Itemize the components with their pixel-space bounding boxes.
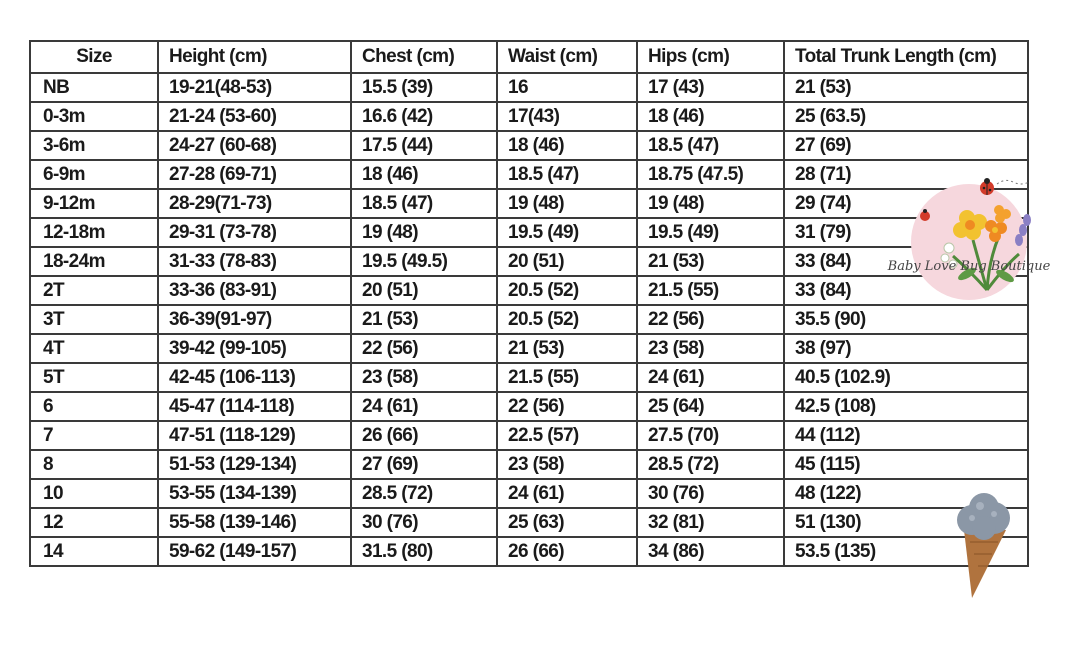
table-row <box>30 479 1028 508</box>
logo-text: Baby Love Bug Boutique <box>887 259 1051 274</box>
table-row <box>30 450 1028 479</box>
cell-waist: 22.5 (57) <box>497 421 637 450</box>
cell-chest: 31.5 (80) <box>351 537 497 566</box>
cell-waist: 20 (51) <box>497 247 637 276</box>
cell-trunk-length: 45 (115) <box>784 450 1028 479</box>
cell-hips: 19 (48) <box>637 189 784 218</box>
boutique-logo <box>887 170 1052 310</box>
cell-size: 14 <box>30 537 158 566</box>
cell-trunk-length: 25 (63.5) <box>784 102 1028 131</box>
table-row <box>30 334 1028 363</box>
cell-chest: 22 (56) <box>351 334 497 363</box>
cell-size: 2T <box>30 276 158 305</box>
cell-trunk-length: 21 (53) <box>784 73 1028 102</box>
cell-hips: 19.5 (49) <box>637 218 784 247</box>
cell-hips: 27.5 (70) <box>637 421 784 450</box>
cell-waist: 19.5 (49) <box>497 218 637 247</box>
ice-cream-cone-body <box>964 530 1006 598</box>
cell-waist: 24 (61) <box>497 479 637 508</box>
cell-chest: 19 (48) <box>351 218 497 247</box>
cell-size: 8 <box>30 450 158 479</box>
table-row <box>30 363 1028 392</box>
header-trunk-length: Total Trunk Length (cm) <box>784 41 1028 73</box>
cell-height: 47-51 (118-129) <box>158 421 351 450</box>
cell-waist: 20.5 (52) <box>497 276 637 305</box>
cell-chest: 23 (58) <box>351 363 497 392</box>
cell-height: 59-62 (149-157) <box>158 537 351 566</box>
cell-waist: 16 <box>497 73 637 102</box>
cell-height: 51-53 (129-134) <box>158 450 351 479</box>
cell-chest: 18.5 (47) <box>351 189 497 218</box>
cell-waist: 17(43) <box>497 102 637 131</box>
table-row <box>30 508 1028 537</box>
table-row <box>30 160 1028 189</box>
cell-size: 3-6m <box>30 131 158 160</box>
cell-size: 12-18m <box>30 218 158 247</box>
cell-chest: 15.5 (39) <box>351 73 497 102</box>
cell-trunk-length: 53.5 (135) <box>784 537 1028 566</box>
cell-hips: 21.5 (55) <box>637 276 784 305</box>
cell-size: NB <box>30 73 158 102</box>
cell-trunk-length: 29 (74) <box>784 189 1028 218</box>
table-row <box>30 131 1028 160</box>
cell-chest: 27 (69) <box>351 450 497 479</box>
cell-hips: 17 (43) <box>637 73 784 102</box>
cell-waist: 22 (56) <box>497 392 637 421</box>
logo-badge-circle <box>911 184 1027 300</box>
header-hips: Hips (cm) <box>637 41 784 73</box>
cell-hips: 25 (64) <box>637 392 784 421</box>
cell-chest: 19.5 (49.5) <box>351 247 497 276</box>
ladybug-icon <box>980 178 1029 195</box>
cell-waist: 18 (46) <box>497 131 637 160</box>
cell-height: 24-27 (60-68) <box>158 131 351 160</box>
cell-hips: 34 (86) <box>637 537 784 566</box>
cell-waist: 19 (48) <box>497 189 637 218</box>
cell-trunk-length: 48 (122) <box>784 479 1028 508</box>
cell-trunk-length: 28 (71) <box>784 160 1028 189</box>
table-row <box>30 73 1028 102</box>
cell-hips: 24 (61) <box>637 363 784 392</box>
cell-waist: 23 (58) <box>497 450 637 479</box>
cell-chest: 26 (66) <box>351 421 497 450</box>
cell-trunk-length: 31 (79) <box>784 218 1028 247</box>
size-chart-table <box>29 40 1029 567</box>
cell-size: 0-3m <box>30 102 158 131</box>
cell-height: 29-31 (73-78) <box>158 218 351 247</box>
table-row <box>30 305 1028 334</box>
cell-size: 18-24m <box>30 247 158 276</box>
cell-waist: 21 (53) <box>497 334 637 363</box>
cell-chest: 24 (61) <box>351 392 497 421</box>
cell-trunk-length: 40.5 (102.9) <box>784 363 1028 392</box>
cell-size: 7 <box>30 421 158 450</box>
cell-waist: 25 (63) <box>497 508 637 537</box>
cell-trunk-length: 35.5 (90) <box>784 305 1028 334</box>
header-size: Size <box>30 41 158 73</box>
table-row <box>30 421 1028 450</box>
cell-height: 31-33 (78-83) <box>158 247 351 276</box>
cell-trunk-length: 38 (97) <box>784 334 1028 363</box>
cell-chest: 16.6 (42) <box>351 102 497 131</box>
table-row <box>30 102 1028 131</box>
cell-size: 5T <box>30 363 158 392</box>
cell-trunk-length: 44 (112) <box>784 421 1028 450</box>
header-height: Height (cm) <box>158 41 351 73</box>
cell-trunk-length: 33 (84) <box>784 247 1028 276</box>
cell-height: 27-28 (69-71) <box>158 160 351 189</box>
cell-height: 36-39(91-97) <box>158 305 351 334</box>
table-row <box>30 276 1028 305</box>
cell-size: 6-9m <box>30 160 158 189</box>
ice-cream-cone-icon <box>950 490 1020 602</box>
cell-height: 28-29(71-73) <box>158 189 351 218</box>
table-row <box>30 189 1028 218</box>
cell-size: 6 <box>30 392 158 421</box>
cell-waist: 18.5 (47) <box>497 160 637 189</box>
cell-height: 45-47 (114-118) <box>158 392 351 421</box>
cell-hips: 32 (81) <box>637 508 784 537</box>
table-row <box>30 247 1028 276</box>
cell-chest: 17.5 (44) <box>351 131 497 160</box>
cell-trunk-length: 33 (84) <box>784 276 1028 305</box>
cell-chest: 18 (46) <box>351 160 497 189</box>
cell-size: 3T <box>30 305 158 334</box>
cell-height: 42-45 (106-113) <box>158 363 351 392</box>
cell-hips: 23 (58) <box>637 334 784 363</box>
size-chart-header <box>30 41 1028 73</box>
cell-hips: 18.75 (47.5) <box>637 160 784 189</box>
cell-height: 19-21(48-53) <box>158 73 351 102</box>
size-chart-body <box>30 73 1028 566</box>
cell-hips: 18.5 (47) <box>637 131 784 160</box>
cell-hips: 21 (53) <box>637 247 784 276</box>
cell-waist: 26 (66) <box>497 537 637 566</box>
cell-height: 39-42 (99-105) <box>158 334 351 363</box>
cell-height: 21-24 (53-60) <box>158 102 351 131</box>
cell-height: 33-36 (83-91) <box>158 276 351 305</box>
cell-hips: 28.5 (72) <box>637 450 784 479</box>
header-chest: Chest (cm) <box>351 41 497 73</box>
cell-trunk-length: 42.5 (108) <box>784 392 1028 421</box>
cell-size: 4T <box>30 334 158 363</box>
cell-hips: 22 (56) <box>637 305 784 334</box>
cell-waist: 21.5 (55) <box>497 363 637 392</box>
header-waist: Waist (cm) <box>497 41 637 73</box>
table-row <box>30 537 1028 566</box>
cell-size: 9-12m <box>30 189 158 218</box>
cell-trunk-length: 27 (69) <box>784 131 1028 160</box>
cell-trunk-length: 51 (130) <box>784 508 1028 537</box>
cell-size: 10 <box>30 479 158 508</box>
cell-chest: 30 (76) <box>351 508 497 537</box>
header-row <box>30 41 1028 73</box>
cell-chest: 20 (51) <box>351 276 497 305</box>
cell-height: 55-58 (139-146) <box>158 508 351 537</box>
table-row <box>30 392 1028 421</box>
cell-height: 53-55 (134-139) <box>158 479 351 508</box>
cell-size: 12 <box>30 508 158 537</box>
cell-hips: 18 (46) <box>637 102 784 131</box>
cell-waist: 20.5 (52) <box>497 305 637 334</box>
cell-hips: 30 (76) <box>637 479 784 508</box>
table-row <box>30 218 1028 247</box>
cell-chest: 28.5 (72) <box>351 479 497 508</box>
cell-chest: 21 (53) <box>351 305 497 334</box>
